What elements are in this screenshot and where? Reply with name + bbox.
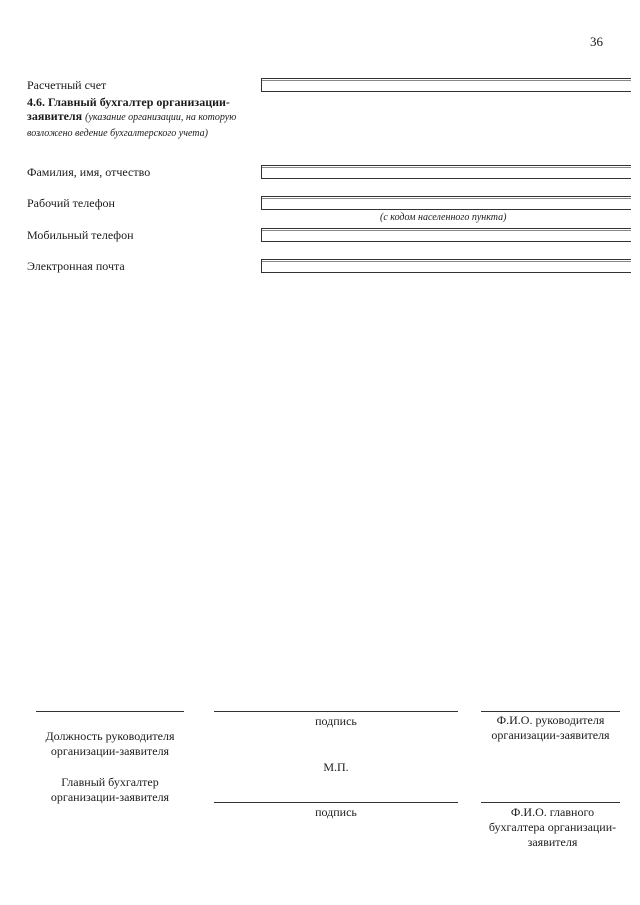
head-position-caption: Должность руководителя организации-заявителя	[45, 729, 175, 758]
section-title: 4.6. Главный бухгалтер организации-заявителя	[27, 95, 230, 123]
work-phone-hint: (с кодом населенного пункта)	[380, 212, 507, 223]
section-note: (указание организации, на которую возложено ведение бухгалтерского учета)	[27, 112, 237, 139]
email-label: Электронная почта	[27, 259, 125, 273]
mobile-phone-field[interactable]	[261, 228, 631, 242]
signature-caption-2: подпись	[315, 805, 357, 819]
work-phone-field[interactable]	[261, 196, 631, 210]
stamp-mark: М.П.	[323, 760, 349, 774]
head-position-line	[36, 711, 184, 712]
account-label: Расчетный счет	[27, 78, 107, 92]
full-name-label: Фамилия, имя, отчество	[27, 165, 151, 179]
accountant-fio-caption: Ф.И.О. главного бухгалтера организации-заявителя	[488, 805, 617, 849]
signature-caption-1: подпись	[315, 714, 357, 728]
page-number: 36	[590, 34, 603, 49]
full-name-field[interactable]	[261, 165, 631, 179]
head-fio-caption: Ф.И.О. руководителя организации-заявителя	[491, 713, 610, 742]
accountant-title: Главный бухгалтер организации-заявителя	[50, 775, 170, 804]
head-fio-line	[481, 711, 620, 712]
accountant-fio-line	[481, 802, 620, 803]
section-heading	[27, 95, 262, 141]
mobile-phone-label: Мобильный телефон	[27, 228, 134, 242]
head-signature-line[interactable]	[214, 711, 458, 712]
email-field[interactable]	[261, 259, 631, 273]
work-phone-label: Рабочий телефон	[27, 196, 115, 210]
accountant-signature-line[interactable]	[214, 802, 458, 803]
account-field[interactable]	[261, 78, 631, 92]
